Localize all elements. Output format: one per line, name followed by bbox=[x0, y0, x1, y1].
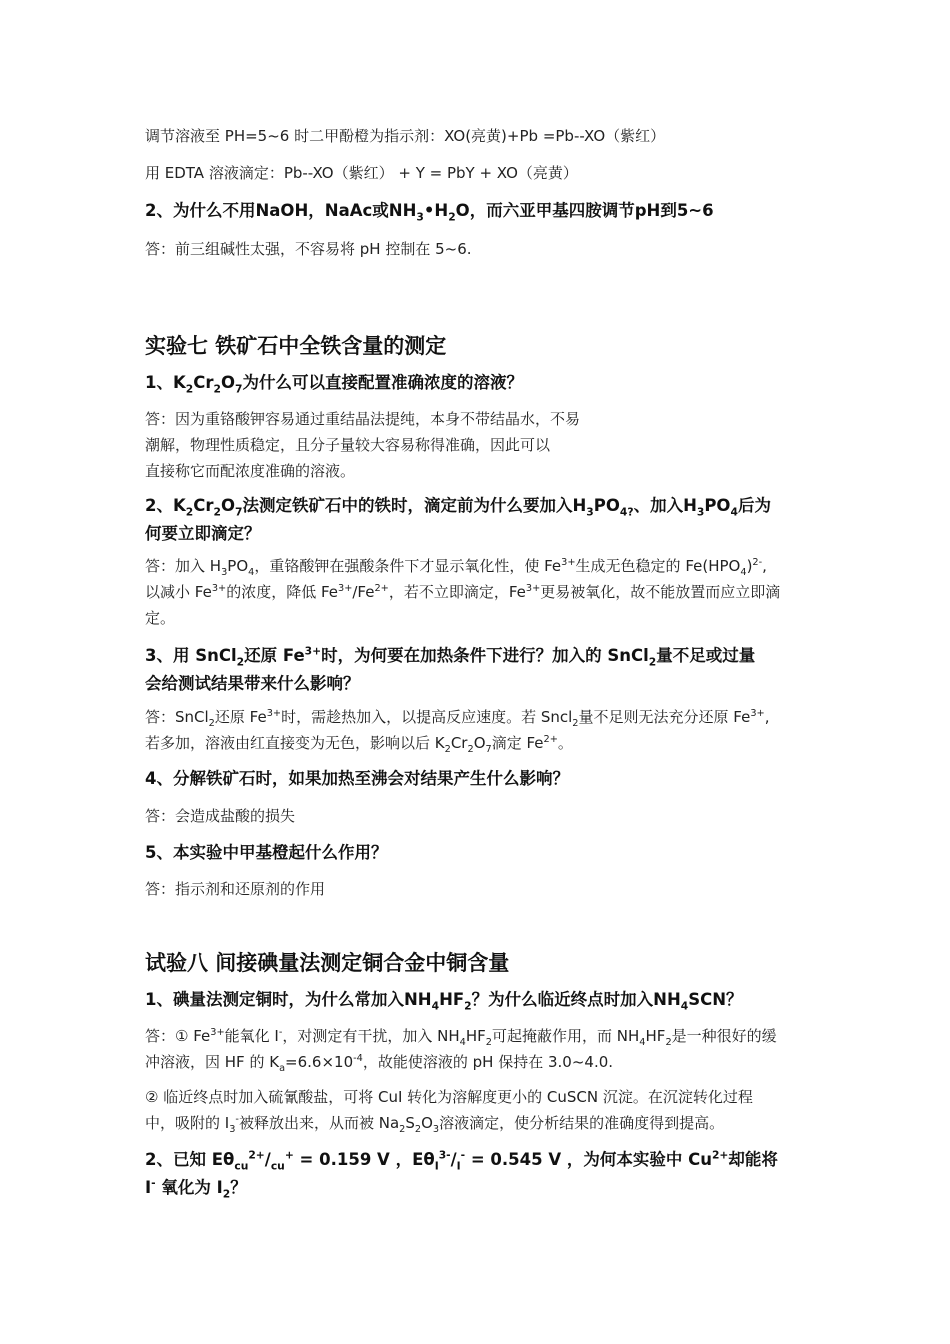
intro-paragraph-2 bbox=[145, 160, 810, 186]
exp8-question-2: 2、已知 $E\theta_{cu}^{2+}/_{cu}^+ = 0.159$ V ，$E\theta_I^{3-}/_I^- = 0.545$ V ，为何本实验中 $Cu^{2+}$却能将 I- 氧化为 $I_2$？ bbox=[145, 1148, 778, 1201]
intro-paragraph bbox=[145, 123, 810, 149]
exp7-answer-3: 答：SnCl$_2$还原 $Fe^{3+}$时，需趁热加入，以提高反应速度。若 Sncl$_2$量不足则无法充分还原 $Fe^{3+}$, 若多加，溶液由红直接变为无色，影响以后 $K_2Cr_2O_7$滴定 $Fe^{2+}$。 bbox=[145, 708, 770, 755]
exp7-answer-5: 答：指示剂和还原剂的作用 bbox=[145, 880, 326, 898]
answer-naoh: 答：前三组碱性太强，不容易将 pH 控制在 5~6. bbox=[145, 240, 472, 258]
question-naoh bbox=[145, 197, 810, 225]
question-naoh-text: 2、为什么不用NaOH，NaAc或$NH_3•H_2O$，而六亚甲基四胺调节pH到5~6 bbox=[145, 201, 714, 224]
intro-line-2: 用 EDTA 溶液滴定：Pb--XO（紫红） + Y = PbY + XO（亮黄） bbox=[145, 164, 578, 182]
exp7-question-4: 4、分解铁矿石时，如果加热至沸会对结果产生什么影响？ bbox=[145, 769, 569, 788]
exp7-answer-1: 答：因为重铬酸钾容易通过重结晶法提纯，本身不带结晶水，不易 潮解，物理性质稳定，且分子量较大容易称得准确，因此可以 直接称它而配浓度准确的溶液。 bbox=[145, 410, 581, 480]
exp7-question-5: 5、本实验中甲基橙起什么作用？ bbox=[145, 843, 388, 862]
exp7-answer-4: 答：会造成盐酸的损失 bbox=[145, 807, 296, 825]
exp7-question-3: 3、用 SnCl$_2$还原 $Fe^{3+}$时，为何要在加热条件下进行？加入的 SnCl$_2$量不足或过量 会给测试结果带来什么影响？ bbox=[145, 644, 756, 693]
exp8-question-1: 1、碘量法测定铜时，为什么常加入$NH_4HF_2$？为什么临近终点时加入$NH_4SCN$？ bbox=[145, 990, 743, 1013]
exp8-answer-2: ② 临近终点时加入硫氰酸盐，可将 CuI 转化为溶解度更小的 CuSCN 沉淀。在沉淀转化过程 中，吸附的 $I_3^-$被释放出来，从而被 $Na_2S_2O_3$溶液滴定，使分析结果的准确度得到提高。 bbox=[145, 1088, 753, 1135]
intro-line-1: 调节溶液至 PH=5~6 时二甲酚橙为指示剂：XO(亮黄)+Pb =Pb--XO（紫红） bbox=[145, 127, 666, 145]
section-title-exp8: 试验八 间接碘量法测定铜合金中铜含量 bbox=[145, 951, 510, 975]
exp7-question-2: 2、$K_2Cr_2O_7$法测定铁矿石中的铁时，滴定前为什么要加入$H_3PO_{4?}$、加入$H_3PO_4$后为 何要立即滴定？ bbox=[145, 496, 771, 543]
exp7-question-1: 1、$K_2Cr_2O_7$为什么可以直接配置准确浓度的溶液？ bbox=[145, 373, 523, 396]
exp7-answer-2: 答：加入 $H_3PO_4$，重铬酸钾在强酸条件下才显示氧化性，使 $Fe^{3+}$生成无色稳定的 $Fe(HPO_4)^{2-}$, 以减小 $Fe^{3+}$的浓度，降低 $Fe^{3+}/Fe^{2+}$，若不立即滴定，$Fe^{3+}$更易被氧化，故不能放置而应立即滴 定。 bbox=[145, 557, 781, 627]
exp8-answer-1: 答：① $Fe^{3+}$能氧化 I-，对测定有干扰，加入 $NH_4HF_2$可起掩蔽作用，而 $NH_4HF_2$是一种很好的缓 冲溶液，因 HF 的 $K_a=6.6\times 10^{-4}$，故能使溶液的 pH 保持在 3.0~4.0. bbox=[145, 1027, 777, 1074]
section-title-exp7: 实验七 铁矿石中全铁含量的测定 bbox=[145, 334, 447, 358]
